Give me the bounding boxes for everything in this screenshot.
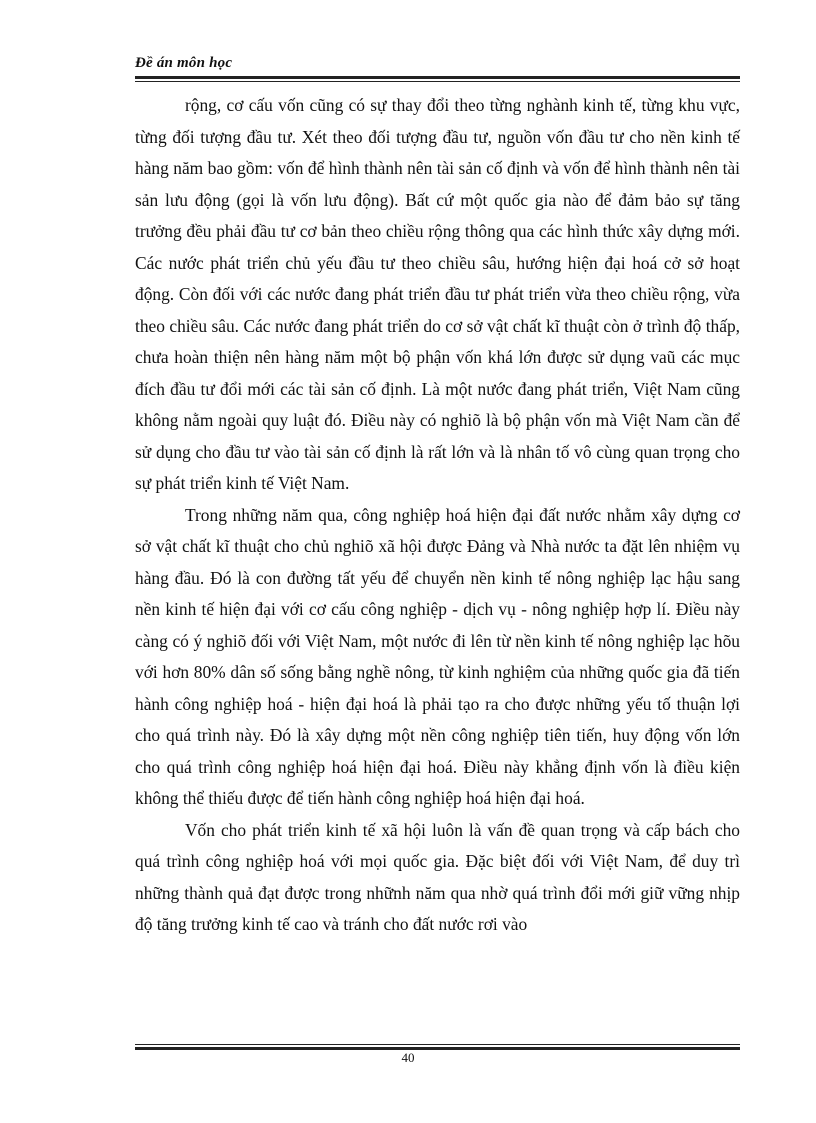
body-text <box>135 90 740 941</box>
header-rule-thin <box>135 81 740 82</box>
header-title: Đề án môn học <box>135 55 233 71</box>
paragraph-3: Vốn cho phát triển kinh tế xã hội luôn là vấn đề quan trọng và cấp bách cho quá trình công nghiệp hoá với mọi quốc gia. Đặc biệt đối với Việt Nam, để duy trì những thành quả đạt được trong nhữnh năm qua nhờ quá trình đổi mới giữ vững nhịp độ tăng trưởng kinh tế cao và tránh cho đất nước rơi vào <box>135 819 740 934</box>
header-rule-thick <box>135 76 740 79</box>
paragraph-2: Trong những năm qua, công nghiệp hoá hiện đại đất nước nhằm xây dựng cơ sở vật chất kĩ thuật cho chủ nghiõ xã hội được Đảng và Nhà nước ta đặt lên nhiệm vụ hàng đầu. Đó là con đường tất yếu để chuyển nền kinh tế nông nghiệp lạc hậu sang nền kinh tế hiện đại với cơ cấu công nghiệp - dịch vụ - nông nghiệp hợp lí. Điều này càng có ý nghiõ đối với Việt Nam, một nước đi lên từ nền kinh tế nông nghiệp lạc hõu với hơn 80% dân số sống bằng nghề nông, từ kinh nghiệm của những quốc gia đã tiến hành công nghiệp hoá - hiện đại hoá là phải tạo ra cho được những yếu tố thuận lợi cho quá trình này. Đó là xây dựng một nền công nghiệp tiên tiến, huy động vốn lớn cho quá trình công nghiệp hoá hiện đại hoá. Điều này khẳng định vốn là điều kiện không thể thiếu được để tiến hành công nghiệp hoá hiện đại hoá. <box>135 504 740 808</box>
paragraph-1: rộng, cơ cấu vốn cũng có sự thay đổi theo từng nghành kinh tế, từng khu vực, từng đối tượng đầu tư. Xét theo đối tượng đầu tư, nguồn vốn đầu tư cho nền kinh tế hàng năm bao gồm: vốn để hình thành nên tài sản cố định và vốn để hình thành nên tài sản lưu động (gọi là vốn lưu động). Bất cứ một quốc gia nào để đảm bảo sự tăng trưởng đều phải đầu tư cơ bản theo chiều rộng thông qua các hình thức xây dựng mới. Các nước phát triển chủ yếu đầu tư theo chiều sâu, hướng hiện đại hoá cở sở hoạt động. Còn đối với các nước đang phát triển đầu tư phát triển vừa theo chiều rộng, vừa theo chiều sâu. Các nước đang phát triển do cơ sở vật chất kĩ thuật còn ở trình độ thấp, chưa hoàn thiện nên hàng năm một bộ phận vốn khá lớn được sử dụng vaũ các mục đích đầu tư đổi mới các tài sản cố định. Là một nước đang phát triển, Việt Nam cũng không nằm ngoài quy luật đó. Điều này có nghiõ là bộ phận vốn mà Việt Nam cần để sử dụng cho đầu tư vào tài sản cố định là rất lớn và là nhân tố vô cùng quan trọng cho sự phát triển kinh tế Việt Nam. <box>135 95 740 493</box>
footer-rule-thin <box>135 1044 740 1045</box>
page-number: 40 <box>401 1050 415 1065</box>
